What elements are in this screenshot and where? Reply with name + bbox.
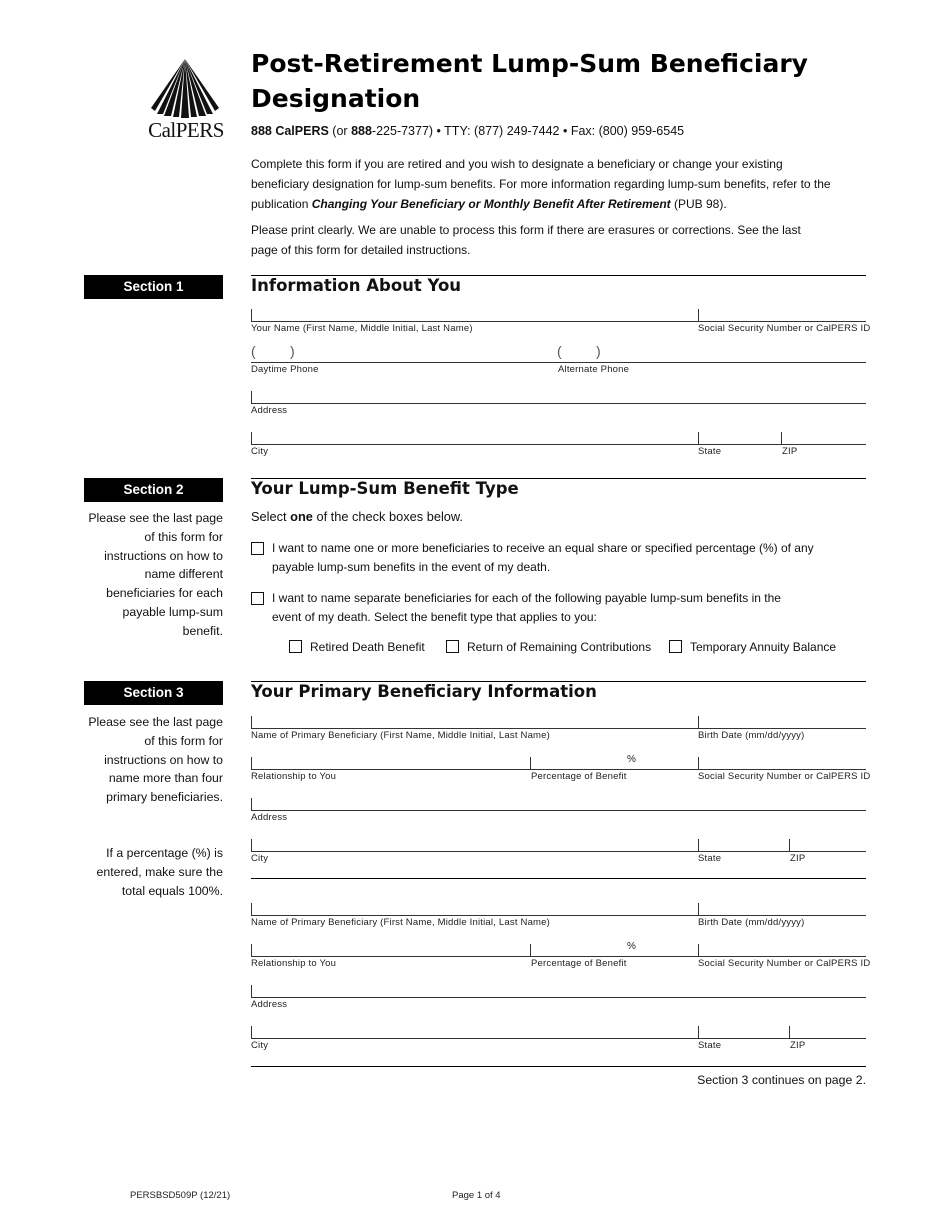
instruction-text-end: of the check boxes below.: [312, 509, 463, 524]
field-tick: [251, 903, 252, 915]
field-tick: [530, 757, 531, 769]
beneficiary1-birth-date-label: Birth Date (mm/dd/yyyy): [698, 730, 805, 741]
section3-continues-note: Section 3 continues on page 2.: [697, 1073, 866, 1087]
section2-tag: Section 2: [84, 478, 223, 502]
beneficiary1-address-field[interactable]: [251, 810, 866, 811]
intro-paragraph: [251, 154, 841, 214]
address-label: Address: [251, 405, 288, 416]
retired-death-benefit-checkbox[interactable]: [289, 640, 302, 653]
beneficiary1-relationship-field[interactable]: [251, 769, 866, 770]
beneficiary1-ssn-label: Social Security Number or CalPERS ID: [698, 771, 871, 782]
zip-label: ZIP: [782, 446, 798, 457]
beneficiary2-city-label: City: [251, 1040, 269, 1051]
field-tick: [698, 716, 699, 728]
retired-death-benefit-label: Retired Death Benefit: [310, 640, 425, 654]
field-tick: [698, 309, 699, 321]
area-code-open-paren: (: [251, 343, 256, 359]
beneficiary1-percent-sign: %: [627, 754, 636, 765]
section1-tag: Section 1: [84, 275, 223, 299]
field-tick: [251, 309, 252, 321]
state-label: State: [698, 446, 722, 457]
print-instructions: Please print clearly. We are unable to process this form if there are erasures or corrections. See the last page of this form for detailed instructions.: [251, 223, 801, 257]
beneficiary1-name-label: Name of Primary Beneficiary (First Name, Middle Initial, Last Name): [251, 730, 551, 741]
temporary-annuity-balance-checkbox[interactable]: [669, 640, 682, 653]
beneficiary2-address-field[interactable]: [251, 997, 866, 998]
alternate-phone-label: Alternate Phone: [558, 364, 630, 375]
field-tick: [251, 944, 252, 956]
contact-text-a: (or: [328, 124, 352, 138]
contact-text-b: -225-7377) • TTY: (877) 249-7442 • Fax: (800) 959-6545: [371, 124, 685, 138]
temporary-annuity-balance-label: Temporary Annuity Balance: [690, 640, 837, 654]
section3-tag: Section 3: [84, 681, 223, 705]
intro-text: Complete this form if you are retired and you wish to designate a beneficiary or change your existing beneficiary designation for lump-sum benefits. For more information regarding lump-sum benefits, refer to the publication: [251, 157, 831, 211]
instruction-emphasis: one: [290, 509, 313, 524]
beneficiary1-zip-label: ZIP: [790, 853, 806, 864]
contact-line: [251, 124, 684, 138]
publication-title: Changing Your Beneficiary or Monthly Benefit After Retirement: [311, 197, 671, 211]
beneficiary1-city-field[interactable]: [251, 851, 866, 852]
section2-title: Your Lump-Sum Benefit Type: [251, 479, 519, 498]
beneficiary2-city-field[interactable]: [251, 1038, 866, 1039]
city-label: City: [251, 446, 269, 457]
field-tick: [251, 757, 252, 769]
option-separate-beneficiaries-checkbox[interactable]: [251, 592, 264, 605]
field-tick: [251, 432, 252, 444]
beneficiary2-name-field[interactable]: [251, 915, 866, 916]
beneficiary2-relationship-label: Relationship to You: [251, 958, 337, 969]
beneficiary-divider: [251, 878, 866, 879]
field-tick: [251, 985, 252, 997]
section2-instruction: [251, 509, 463, 524]
beneficiary2-percent-sign: %: [627, 941, 636, 952]
field-tick: [698, 757, 699, 769]
publication-code: (PUB 98).: [670, 197, 727, 211]
page-number: Page 1 of 4: [452, 1190, 501, 1201]
option-equal-share-checkbox[interactable]: [251, 542, 264, 555]
section3-percentage-note: If a percentage (%) is entered, make sure the total equals 100%.: [96, 846, 223, 898]
city-field[interactable]: [251, 444, 866, 445]
field-tick: [251, 798, 252, 810]
field-tick: [698, 1026, 699, 1038]
field-tick: [251, 716, 252, 728]
field-tick: [698, 839, 699, 851]
return-of-contributions-checkbox[interactable]: [446, 640, 459, 653]
section3-title: Your Primary Beneficiary Information: [251, 682, 597, 701]
logo-wordmark: CalPERS: [148, 118, 224, 142]
beneficiary2-zip-label: ZIP: [790, 1040, 806, 1051]
beneficiary1-state-label: State: [698, 853, 722, 864]
field-tick: [251, 1026, 252, 1038]
instruction-text: Select: [251, 509, 291, 524]
field-tick: [530, 944, 531, 956]
beneficiary2-birth-date-label: Birth Date (mm/dd/yyyy): [698, 917, 805, 928]
form-code: PERSBSD509P (12/21): [130, 1190, 231, 1201]
beneficiary2-state-label: State: [698, 1040, 722, 1051]
phone-field[interactable]: [251, 362, 866, 363]
beneficiary2-address-label: Address: [251, 999, 288, 1010]
your-name-label: Your Name (First Name, Middle Initial, Last Name): [251, 323, 473, 334]
beneficiary2-relationship-field[interactable]: [251, 956, 866, 957]
beneficiary1-city-label: City: [251, 853, 269, 864]
field-tick: [789, 1026, 790, 1038]
option-separate-beneficiaries-text: I want to name separate beneficiaries for each of the following payable lump-sum benefits in the event of my death. Select the benefit type that applies to you:: [272, 591, 781, 624]
beneficiary1-relationship-label: Relationship to You: [251, 771, 337, 782]
option-equal-share-text: I want to name one or more beneficiaries to receive an equal share or specified percentage (%) of any payable lump-sum benefits in the event of my death.: [272, 541, 814, 574]
page-title: Post-Retirement Lump-Sum Beneficiary Designation: [251, 49, 808, 113]
field-tick: [251, 839, 252, 851]
ssn-label: Social Security Number or CalPERS ID: [698, 323, 871, 334]
field-tick: [251, 391, 252, 403]
contact-prefix: 888: [351, 124, 372, 138]
beneficiary2-name-label: Name of Primary Beneficiary (First Name, Middle Initial, Last Name): [251, 917, 551, 928]
field-tick: [789, 839, 790, 851]
area-code-open-paren: (: [557, 343, 562, 359]
return-of-contributions-label: Return of Remaining Contributions: [467, 640, 652, 654]
beneficiary2-percentage-label: Percentage of Benefit: [531, 958, 627, 969]
section2-side-note: Please see the last page of this form for instructions on how to name different beneficiaries for each payable lump-sum benefit.: [88, 511, 223, 638]
field-tick: [698, 944, 699, 956]
section3-end-rule: [251, 1066, 866, 1067]
area-code-close-paren: ): [290, 343, 295, 359]
field-tick: [781, 432, 782, 444]
beneficiary2-ssn-label: Social Security Number or CalPERS ID: [698, 958, 871, 969]
contact-brand: 888 CalPERS: [251, 124, 329, 138]
field-tick: [698, 903, 699, 915]
beneficiary1-address-label: Address: [251, 812, 288, 823]
address-field[interactable]: [251, 403, 866, 404]
section1-title: Information About You: [251, 276, 462, 295]
area-code-close-paren: ): [596, 343, 601, 359]
daytime-phone-label: Daytime Phone: [251, 364, 319, 375]
section3-side-note: Please see the last page of this form for instructions on how to name more than four primary beneficiaries.: [88, 715, 223, 805]
your-name-field[interactable]: [251, 321, 866, 322]
field-tick: [698, 432, 699, 444]
beneficiary1-percentage-label: Percentage of Benefit: [531, 771, 627, 782]
beneficiary1-name-field[interactable]: [251, 728, 866, 729]
